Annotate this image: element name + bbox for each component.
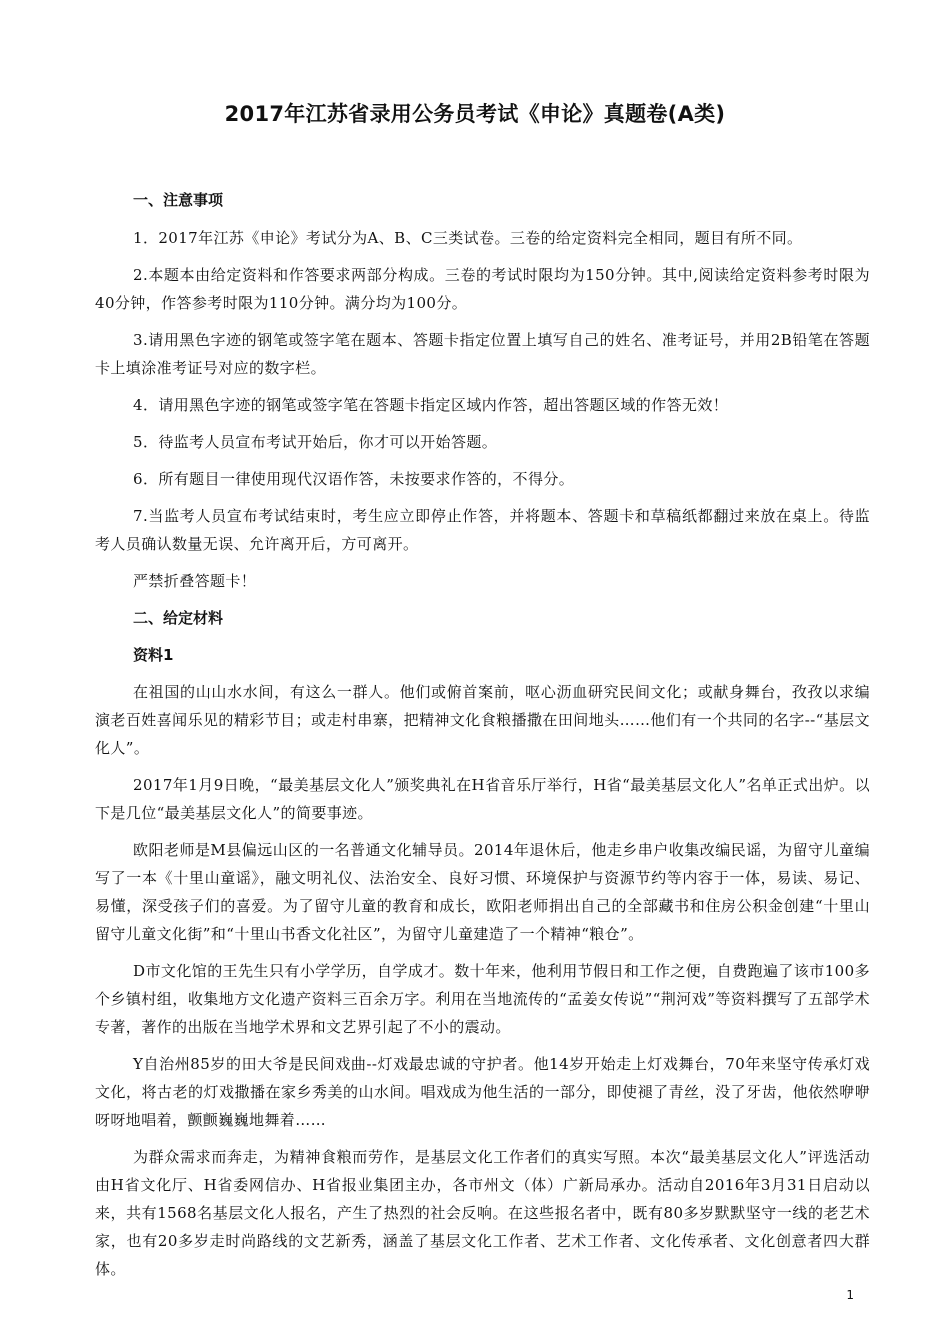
material-paragraph: Y自治州85岁的田大爷是民间戏曲--灯戏最忠诚的守护者。他14岁开始走上灯戏舞台，70年来坚守传承灯戏文化，将古老的灯戏撒播在家乡秀美的山水间。唱戏成为他生活的一部分，即使褪了青丝，没了牙齿，他依然咿咿呀呀地唱着，颤颤巍巍地舞着…… [95,1055,870,1129]
document-title: 2017年江苏省录用公务员考试《申论》真题卷(A类) [224,102,726,126]
section-heading-notes: 一、注意事项 [133,191,224,209]
material-paragraph: 欧阳老师是M县偏远山区的一名普通文化辅导员。2014年退休后，他走乡串户收集改编民谣，为留守儿童编写了一本《十里山童谣》，融文明礼仪、法治安全、良好习惯、环境保护与资源节约等内容于一体，易读、易记、易懂，深受孩子们的喜爱。为了留守儿童的教育和成长，欧阳老师捐出自己的全部藏书和住房公积金创建“十里山留守儿童文化街”和“十里山书香文化社区”，为留守儿童建造了一个精神“粮仓”。 [95,841,870,943]
material-paragraph: D市文化馆的王先生只有小学学历，自学成才。数十年来，他利用节假日和工作之便，自费跑遍了该市100多个乡镇村组，收集地方文化遗产资料三百余万字。利用在当地流传的“孟姜女传说”“荆河戏”等资料撰写了五部学术专著，著作的出版在当地学术界和文艺界引起了不小的震动。 [95,962,870,1036]
note-item: 2.本题本由给定资料和作答要求两部分构成。三卷的考试时限均为150分钟。其中,阅读给定资料参考时限为40分钟，作答参考时限为110分钟。满分均为100分。 [95,266,870,312]
note-item: 6．所有题目一律使用现代汉语作答，未按要求作答的，不得分。 [133,470,575,488]
document-body [95,186,870,1283]
note-item: 1．2017年江苏《申论》考试分为A、B、C三类试卷。三卷的给定资料完全相同，题目有所不同。 [133,229,803,247]
note-item: 4．请用黑色字迹的钢笔或签字笔在答题卡指定区域内作答，超出答题区域的作答无效！ [133,396,729,414]
page-number: 1 [846,1288,854,1302]
note-item-warning: 严禁折叠答题卡！ [133,572,257,590]
material-paragraph: 为群众需求而奔走，为精神食粮而劳作，是基层文化工作者们的真实写照。本次“最美基层文化人”评选活动由H省文化厅、H省委网信办、H省报业集团主办，各市州文（体）广新局承办。活动自2016年3月31日启动以来，共有1568名基层文化人报名，产生了热烈的社会反响。在这些报名者中，既有80多岁默默坚守一线的老艺术家，也有20多岁走时尚路线的文艺新秀，涵盖了基层文化工作者、艺术工作者、文化传承者、文化创意者四大群体。 [95,1148,870,1278]
material-paragraph: 在祖国的山山水水间，有这么一群人。他们或俯首案前，呕心沥血研究民间文化；或献身舞台，孜孜以求编演老百姓喜闻乐见的精彩节目；或走村串寨，把精神文化食粮播撒在田间地头……他们有一个共同的名字--“基层文化人”。 [95,683,870,757]
note-item: 5．待监考人员宣布考试开始后，你才可以开始答题。 [133,433,498,451]
material-paragraph: 2017年1月9日晚，“最美基层文化人”颁奖典礼在H省音乐厅举行，H省“最美基层文化人”名单正式出炉。以下是几位“最美基层文化人”的简要事迹。 [95,776,870,822]
section-heading-materials: 二、给定材料 [133,609,224,627]
material-label: 资料1 [133,646,174,664]
note-item: 7.当监考人员宣布考试结束时，考生应立即停止作答，并将题本、答题卡和草稿纸都翻过来放在桌上。待监考人员确认数量无误、允许离开后，方可离开。 [95,507,870,553]
note-item: 3.请用黑色字迹的钢笔或签字笔在题本、答题卡指定位置上填写自己的姓名、准考证号，并用2B铅笔在答题卡上填涂准考证号对应的数字栏。 [95,331,870,377]
